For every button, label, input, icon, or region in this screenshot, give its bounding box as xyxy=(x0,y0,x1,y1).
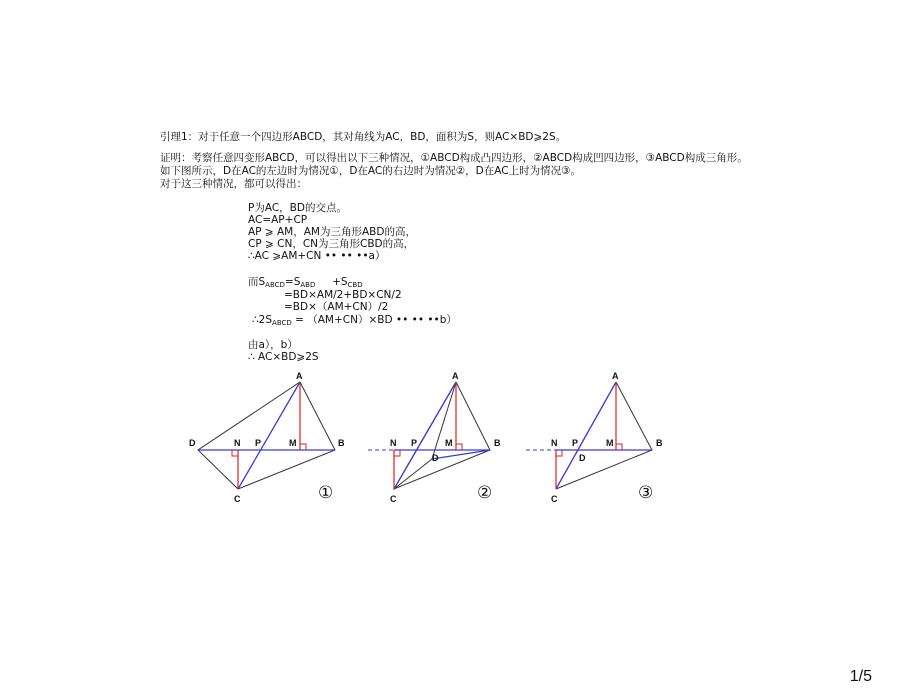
area-sub-abcd: ABCD xyxy=(265,281,285,289)
fig2-number: ② xyxy=(477,483,493,503)
fig2-label-p: P xyxy=(411,438,418,448)
proof-step-intersection: P为AC，BD的交点。 xyxy=(248,202,347,214)
b-prefix: ∴2S xyxy=(252,314,273,326)
proof-step-area-3: =BD×（AM+CN）/2 xyxy=(284,301,389,313)
proof-line-2: 如下图所示，D在AC的左边时为情况①，D在AC的右边时为情况②，D在AC上时为情况③。 xyxy=(160,165,581,177)
fig3-label-a: A xyxy=(612,371,619,381)
fig2-label-n: N xyxy=(390,438,397,448)
area-eq: =S xyxy=(284,276,301,288)
figure-1 xyxy=(189,371,345,504)
fig1-label-d: D xyxy=(189,438,196,448)
fig1-label-a: A xyxy=(296,371,303,381)
fig2-diagonal-ac xyxy=(394,382,456,489)
fig3-right-angle-n xyxy=(556,450,562,456)
fig2-label-d: D xyxy=(432,453,439,463)
proof-step-cp: CP ⩾ CN，CN为三角形CBD的高， xyxy=(248,238,415,250)
fig2-outline xyxy=(394,382,490,489)
fig2-label-c: C xyxy=(390,494,397,504)
fig1-number: ① xyxy=(318,483,334,503)
fig1-right-angle-m xyxy=(300,444,306,450)
area-prefix: 而S xyxy=(248,276,266,288)
proof-step-ap: AP ⩾ AM，AM为三角形ABD的高， xyxy=(248,226,416,238)
fig3-number: ③ xyxy=(638,483,654,503)
fig2-side-dc xyxy=(394,459,432,489)
fig1-quadrilateral xyxy=(198,382,335,489)
area-sub-abd: ABD xyxy=(300,281,316,289)
fig2-label-b: B xyxy=(494,438,501,448)
fig1-right-angle-n xyxy=(232,450,238,456)
figure-3 xyxy=(526,371,663,504)
fig1-diagonal-ac xyxy=(238,382,300,489)
fig2-label-a: A xyxy=(452,371,459,381)
fig1-label-n: N xyxy=(234,438,241,448)
lemma-statement: 引理1：对于任意一个四边形ABCD，其对角线为AC，BD，面积为S，则AC×BD⩾2S。 xyxy=(160,131,567,143)
proof-conclusion: ∴ AC×BD⩾2S xyxy=(248,351,319,363)
proof-step-a: ∴AC ⩾AM+CN •• •• ••a） xyxy=(248,250,386,262)
fig3-label-m: M xyxy=(606,438,614,448)
fig1-label-p: P xyxy=(255,438,262,448)
fig3-label-d: D xyxy=(579,453,586,463)
fig3-label-n: N xyxy=(551,438,558,448)
proof-step-ac-sum: AC=AP+CP xyxy=(248,214,308,226)
proof-line-1: 证明：考察任意四变形ABCD，可以得出以下三种情况，①ABCD构成凸四边形，②ABCD构成凹四边形，③ABCD构成三角形。 xyxy=(160,152,748,164)
proof-step-from: 由a），b） xyxy=(248,339,298,351)
area-plus: +S xyxy=(315,276,348,288)
fig2-diagonal-bd xyxy=(432,450,490,459)
page-number: 1/5 xyxy=(849,668,872,685)
proof-line-3: 对于这三种情况，都可以得出： xyxy=(160,178,307,190)
fig3-outline xyxy=(556,382,652,489)
fig2-right-angle-n xyxy=(394,450,400,456)
fig3-label-c: C xyxy=(551,494,558,504)
proof-step-area-2: =BD×AM/2+BD×CN/2 xyxy=(284,289,402,301)
fig2-right-angle-m xyxy=(456,444,462,450)
fig2-label-m: M xyxy=(445,438,453,448)
figure-2 xyxy=(368,371,501,504)
area-sub-cbd: CBD xyxy=(347,281,363,289)
fig1-label-m: M xyxy=(289,438,297,448)
b-sub-abcd: ABCD xyxy=(272,319,292,327)
fig1-label-c: C xyxy=(234,494,241,504)
fig3-diagonal-ac xyxy=(556,382,616,489)
fig3-label-b: B xyxy=(656,438,663,448)
fig1-label-b: B xyxy=(338,438,345,448)
fig3-right-angle-m xyxy=(616,444,622,450)
fig3-label-p: P xyxy=(572,438,579,448)
b-rest: = （AM+CN）×BD •• •• ••b） xyxy=(291,314,457,326)
